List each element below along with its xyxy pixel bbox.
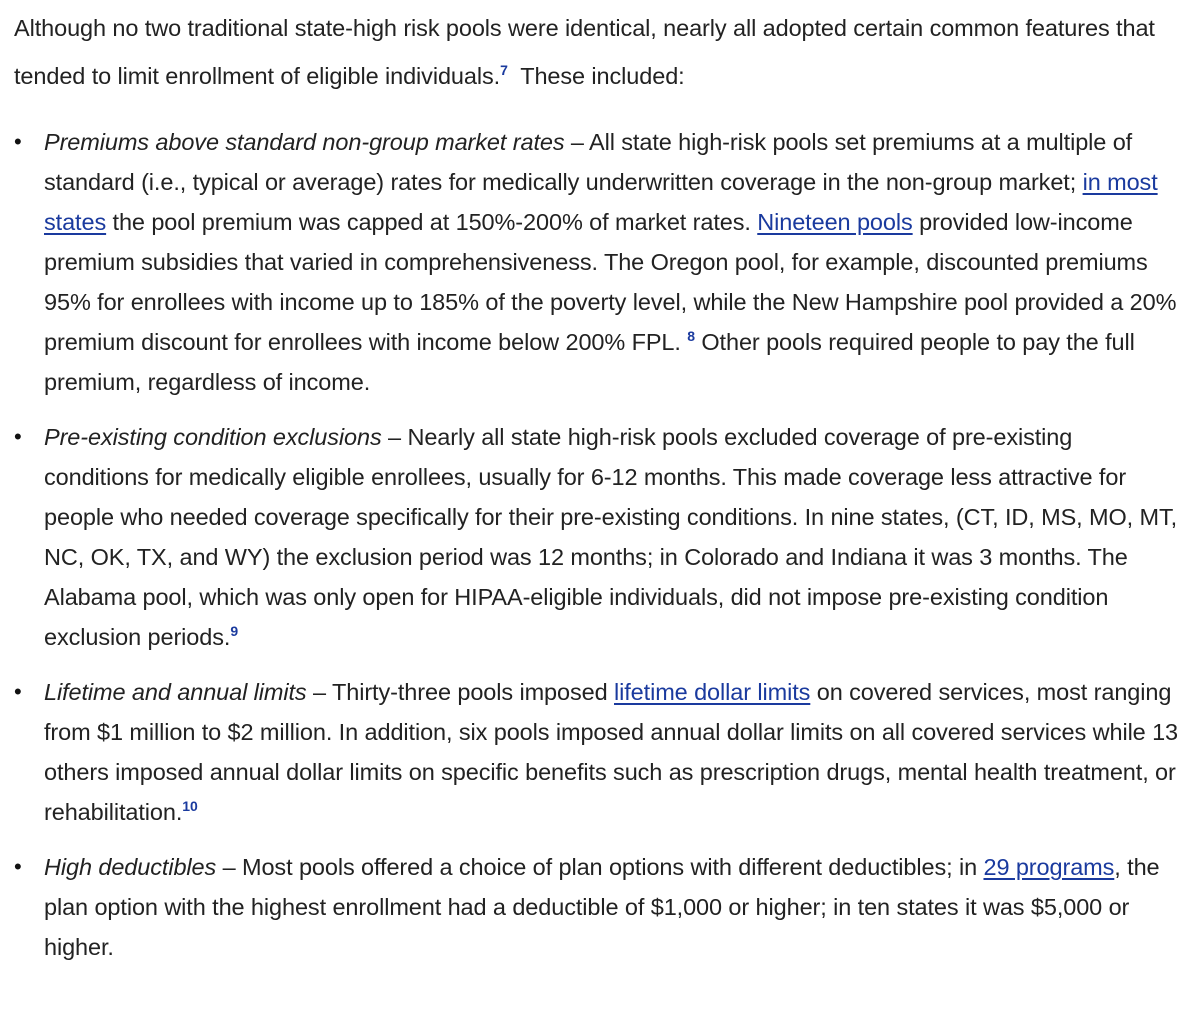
list-item-exclusions bbox=[14, 417, 1180, 657]
footnote-10 bbox=[182, 798, 197, 814]
dash: – bbox=[216, 854, 242, 880]
bullet-icon: • bbox=[14, 679, 22, 704]
intro-paragraph bbox=[14, 4, 1180, 100]
term-limits: Lifetime and annual limits bbox=[44, 679, 307, 705]
deductibles-text-2: , the plan option with the highest enrollment had a deductible of $1,000 or higher; in ten states it was $5,000 or higher. bbox=[44, 854, 1160, 960]
list-item-premiums bbox=[14, 122, 1180, 402]
intro-text: Although no two traditional state-high risk pools were identical, nearly all adopted certain common features that tended to limit enrollment of eligible individuals. bbox=[14, 15, 1155, 89]
deductibles-text-1: Most pools offered a choice of plan options with different deductibles; in bbox=[241, 854, 984, 880]
footnote-8 bbox=[687, 328, 695, 344]
intro-tail: These included: bbox=[520, 63, 685, 89]
bullet-icon: • bbox=[14, 424, 22, 449]
link-nineteen-pools[interactable]: Nineteen pools bbox=[757, 209, 913, 235]
term-deductibles: High deductibles bbox=[44, 854, 217, 880]
footnote-link-10[interactable]: 10 bbox=[182, 798, 198, 814]
link-in-most-states[interactable]: in most states bbox=[44, 169, 1158, 235]
footnote-9 bbox=[230, 623, 238, 639]
dash: – bbox=[564, 129, 590, 155]
footnote-link-8[interactable]: 8 bbox=[687, 328, 695, 344]
features-list bbox=[14, 122, 1180, 967]
premiums-text-3: provided low-income premium subsidies that varied in comprehensiveness. The Oregon pool, for example, discounted premiums 95% for enrollees with income up to 185% of the poverty level, while the New Hampshire pool provided a 20% premium discount for enrollees with income below 200% FPL. bbox=[44, 209, 1177, 355]
exclusions-text: Nearly all state high-risk pools excluded coverage of pre-existing conditions for medically eligible enrollees, usually for 6-12 months. This made coverage less attractive for people who needed coverage specifically for their pre-existing conditions. In nine states, (CT, ID, MS, MO, MT, NC, OK, TX, and WY) the exclusion period was 12 months; in Colorado and Indiana it was 3 months. The Alabama pool, which was only open for HIPAA-eligible individuals, did not impose pre-existing condition exclusion periods. bbox=[44, 424, 1178, 650]
footnote-link-9[interactable]: 9 bbox=[230, 623, 238, 639]
bullet-icon: • bbox=[14, 129, 22, 154]
dash: – bbox=[306, 679, 332, 705]
term-premiums: Premiums above standard non-group market rates bbox=[44, 129, 565, 155]
footnote-7 bbox=[500, 62, 508, 78]
premiums-text-2: the pool premium was capped at 150%-200% of market rates. bbox=[106, 209, 758, 235]
bullet-icon: • bbox=[14, 854, 22, 879]
list-item-limits bbox=[14, 672, 1180, 832]
list-item-deductibles bbox=[14, 847, 1180, 967]
dash: – bbox=[381, 424, 408, 450]
premiums-text-1: All state high-risk pools set premiums at a multiple of standard (i.e., typical or average) rates for medically underwritten coverage in the non-group market; bbox=[44, 129, 1133, 195]
premiums-text-4: Other pools required people to pay the full premium, regardless of income. bbox=[44, 329, 1135, 395]
footnote-link-7[interactable]: 7 bbox=[500, 62, 508, 78]
limits-text-1: Thirty-three pools imposed bbox=[331, 679, 615, 705]
limits-text-2: on covered services, most ranging from $1 million to $2 million. In addition, six pools imposed annual dollar limits on all covered services while 13 others imposed annual dollar limits on specific benefits such as prescription drugs, mental health treatment, or rehabilitation. bbox=[44, 679, 1179, 825]
link-29-programs[interactable]: 29 programs bbox=[983, 854, 1115, 880]
term-exclusions: Pre-existing condition exclusions bbox=[44, 424, 382, 450]
link-lifetime-dollar-limits[interactable]: lifetime dollar limits bbox=[614, 679, 811, 705]
